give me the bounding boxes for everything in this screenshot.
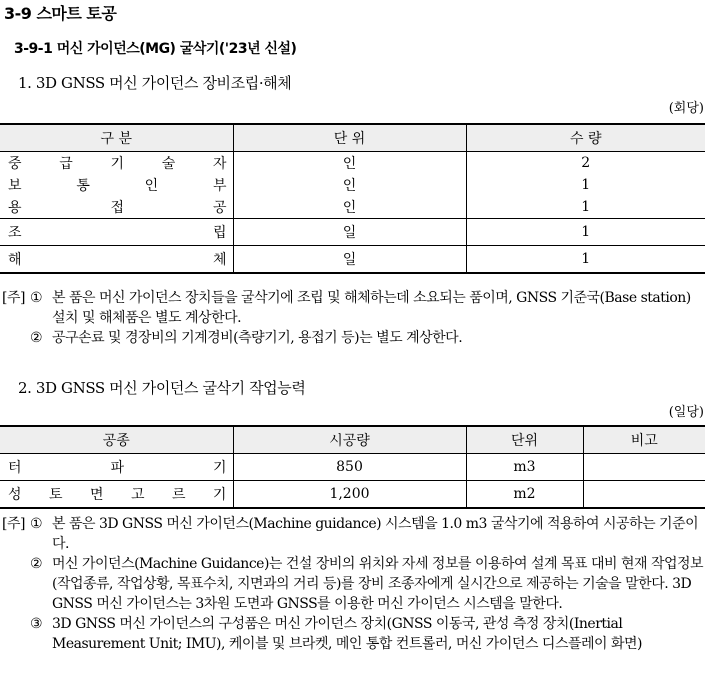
note-mark: ①	[30, 290, 43, 306]
row-label-char: 급	[59, 156, 73, 172]
row-label-char: 기	[110, 156, 124, 172]
row-label	[0, 153, 233, 173]
unit-cell: m3	[466, 454, 583, 481]
unit-cell: 인	[233, 152, 466, 175]
row-label-char: 조	[8, 225, 22, 241]
row-label-char: 성	[8, 487, 22, 503]
row-label-char: 해	[8, 252, 22, 268]
row-label	[0, 175, 233, 195]
item1-header-unit: 단 위	[233, 124, 466, 152]
note-text: 3D GNSS 머신 가이던스의 구성품은 머신 가이던스 장치(GNSS 이동국, 관성 측정 장치(Inertial Measurement Unit; IMU), 케이블 및 브라켓, 메인 통합 컨트롤러, 머신 가이던스 디스플레이 화면)	[52, 616, 642, 652]
note-item	[2, 614, 706, 654]
item1-table	[0, 123, 705, 274]
unit-cell: 일	[233, 246, 466, 274]
row-label	[0, 484, 233, 504]
note-text: 본 품은 3D GNSS 머신 가이던스(Machine guidance) 시스템을 1.0 m3 굴삭기에 적용하여 시공하는 기준이다.	[52, 516, 699, 552]
item1-unit-note: (회당)	[668, 101, 704, 116]
row-label	[0, 222, 233, 242]
qty-cell: 1	[466, 174, 705, 196]
work-cell	[0, 481, 233, 509]
note-item	[2, 554, 706, 614]
unit-cell: 인	[233, 174, 466, 196]
table-row	[0, 196, 705, 219]
row-label-char: 르	[171, 487, 186, 503]
row-label-char: 접	[110, 200, 125, 216]
item2-title: 2. 3D GNSS 머신 가이던스 굴삭기 작업능력	[18, 379, 306, 397]
note-item	[2, 328, 706, 348]
table-row	[0, 246, 705, 274]
row-label	[0, 457, 233, 477]
item2-header-unit: 단위	[466, 426, 583, 454]
qty-cell: 1	[466, 246, 705, 274]
note-item	[2, 288, 706, 328]
amount-cell: 850	[233, 454, 466, 481]
note-tag: [주]	[2, 290, 25, 306]
table-row	[0, 454, 705, 481]
table-row	[0, 152, 705, 175]
category-cell	[0, 152, 233, 175]
note-mark: ②	[30, 330, 43, 346]
item2-notes	[2, 514, 706, 654]
row-label-char: 기	[212, 487, 227, 503]
unit-cell: m2	[466, 481, 583, 509]
note-tag: [주]	[2, 516, 25, 532]
work-cell	[0, 454, 233, 481]
row-label-char: 공	[212, 200, 227, 216]
row-label-char: 자	[212, 156, 227, 172]
category-cell	[0, 196, 233, 219]
section-title: 3-9 스마트 토공	[4, 4, 117, 23]
table-row	[0, 174, 705, 196]
row-label-char: 보	[8, 178, 22, 194]
note-item	[2, 514, 706, 554]
unit-cell: 일	[233, 219, 466, 246]
item1-header-row	[0, 124, 705, 152]
row-label	[0, 249, 233, 269]
row-label-char: 통	[76, 178, 90, 194]
note-mark: ②	[30, 556, 43, 572]
table-row	[0, 481, 705, 509]
row-label-char: 파	[110, 460, 125, 476]
note-text: 본 품은 머신 가이던스 장치들을 굴삭기에 조립 및 해체하는데 소요되는 품이며, GNSS 기준국(Base station) 설치 및 해체품은 별도 계상한다.	[52, 290, 691, 326]
item2-header-remark: 비고	[583, 426, 705, 454]
row-label-char: 립	[212, 225, 227, 241]
item2-header-work: 공종	[0, 426, 233, 454]
amount-cell: 1,200	[233, 481, 466, 509]
row-label-char: 체	[212, 252, 227, 268]
note-mark: ③	[30, 616, 43, 632]
category-cell	[0, 174, 233, 196]
row-label-char: 면	[89, 487, 104, 503]
row-label-char: 중	[8, 156, 22, 172]
qty-cell: 1	[466, 196, 705, 219]
unit-cell: 인	[233, 196, 466, 219]
subsection-title: 3-9-1 머신 가이던스(MG) 굴삭기('23년 신설)	[14, 41, 297, 57]
row-label-char: 인	[144, 178, 159, 194]
note-text: 공구손료 및 경장비의 기계경비(측량기기, 용접기 등)는 별도 계상한다.	[52, 330, 463, 346]
note-text: 머신 가이던스(Machine Guidance)는 건설 장비의 위치와 자세 정보를 이용하여 설계 목표 대비 현재 작업정보(작업종류, 작업상황, 목표수치, 지면과의 거리 등)를 장비 조종자에게 실시간으로 제공하는 기술을 말한다. 3D GNSS 머신 가이던스는 3차원 도면과 GNSS를 이용한 머신 가이던스 시스템을 말한다.	[52, 556, 704, 612]
row-label-char: 용	[8, 200, 22, 216]
item1-header-qty: 수 량	[466, 124, 705, 152]
category-cell	[0, 219, 233, 246]
row-label-char: 기	[212, 460, 227, 476]
item2-header-row	[0, 426, 705, 454]
row-label-char: 부	[212, 178, 227, 194]
item2-table	[0, 425, 705, 509]
item1-notes	[2, 288, 706, 348]
row-label-char: 토	[48, 487, 63, 503]
item1-header-category: 구 분	[0, 124, 233, 152]
item2-unit-note: (일당)	[668, 405, 704, 420]
qty-cell: 2	[466, 152, 705, 175]
qty-cell: 1	[466, 219, 705, 246]
item1-title: 1. 3D GNSS 머신 가이던스 장비조립·해체	[18, 74, 292, 92]
row-label-char: 터	[8, 460, 22, 476]
table-row	[0, 219, 705, 246]
row-label	[0, 197, 233, 217]
note-mark: ①	[30, 516, 43, 532]
remark-cell	[583, 454, 705, 481]
item2-header-amount: 시공량	[233, 426, 466, 454]
remark-cell	[583, 481, 705, 509]
row-label-char: 술	[161, 156, 176, 172]
row-label-char: 고	[130, 487, 145, 503]
category-cell	[0, 246, 233, 274]
